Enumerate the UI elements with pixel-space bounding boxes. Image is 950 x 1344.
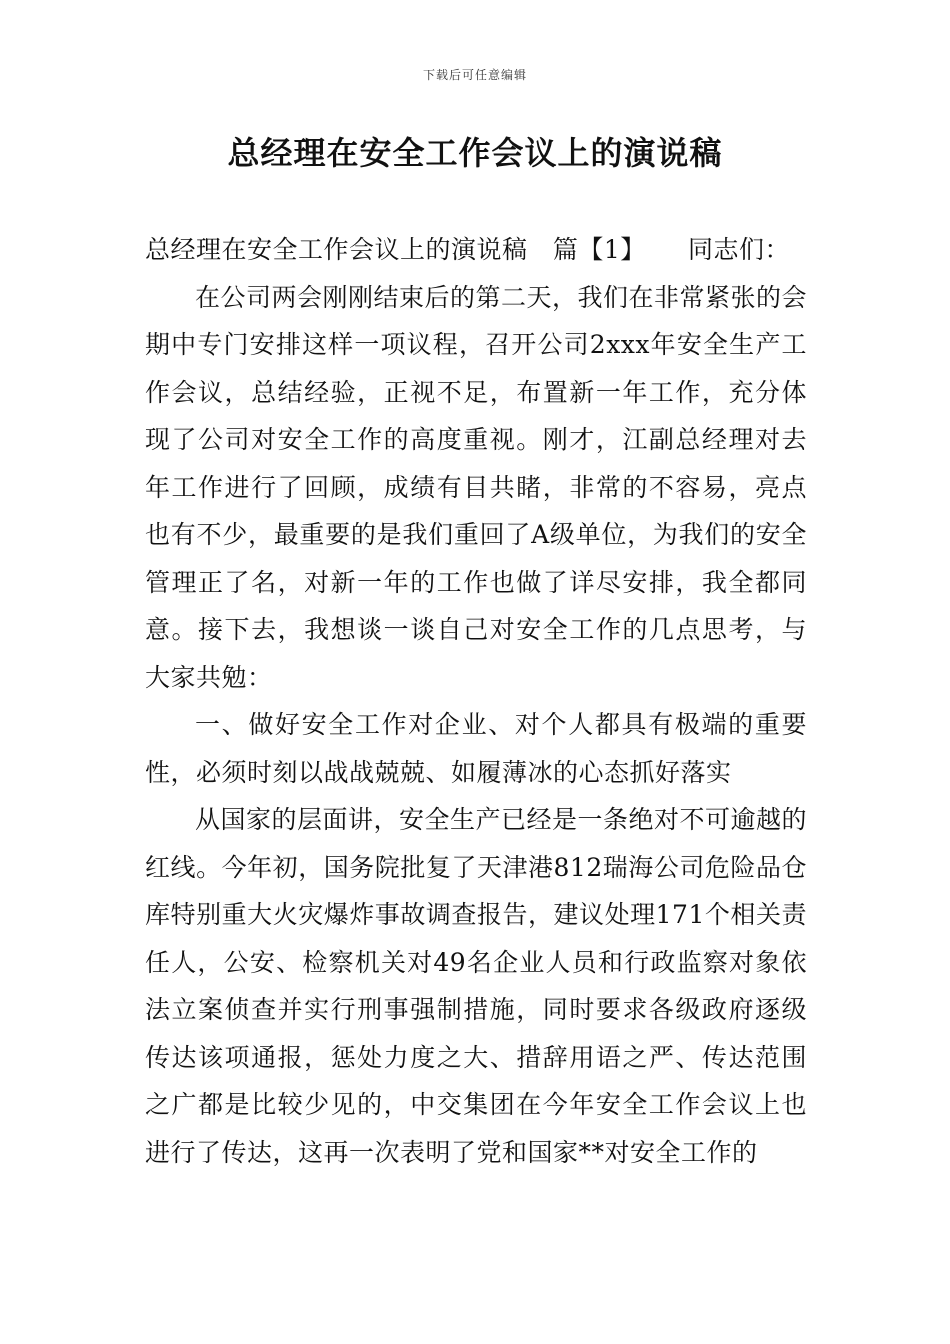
intro-line <box>145 226 807 274</box>
header-note: 下载后可任意编辑 <box>422 68 527 82</box>
paragraph-national-level: 从国家的层面讲，安全生产已经是一条绝对不可逾越的红线。今年初，国务院批复了天津港812瑞海公司危险品仓库特别重大火灾爆炸事故调查报告，建议处理171个相关责任人，公安、检察机关对49名企业人员和行政监察对象依法立案侦查并实行刑事强制措施，同时要求各级政府逐级传达该项通报，惩处力度之大、措辞用语之严、传达范围之广都是比较少见的，中交集团在今年安全工作会议上也进行了传达，这再一次表明了党和国家**对安全工作的 <box>145 805 808 1167</box>
intro-section: 篇【1】 <box>552 235 646 264</box>
intro-subtitle: 总经理在安全工作会议上的演说稿 <box>145 235 528 264</box>
document-body <box>145 226 807 1176</box>
page-title: 总经理在安全工作会议上的演说稿 <box>227 134 723 172</box>
paragraph-opening: 在公司两会刚刚结束后的第二天，我们在非常紧张的会期中专门安排这样一项议程，召开公司2xxx年安全生产工作会议，总结经验，正视不足，布置新一年工作，充分体现了公司对安全工作的高度重视。刚才，江副总经理对去年工作进行了回顾，成绩有目共睹，非常的不容易，亮点也有不少，最重要的是我们重回了A级单位，为我们的安全管理正了名，对新一年的工作也做了详尽安排，我全都同意。接下去，我想谈一谈自己对安全工作的几点思考，与大家共勉： <box>145 282 808 692</box>
section-heading-one: 一、做好安全工作对企业、对个人都具有极端的重要性，必须时刻以战战兢兢、如履薄冰的心态抓好落实 <box>145 710 807 787</box>
salutation: 同志们： <box>688 235 791 264</box>
